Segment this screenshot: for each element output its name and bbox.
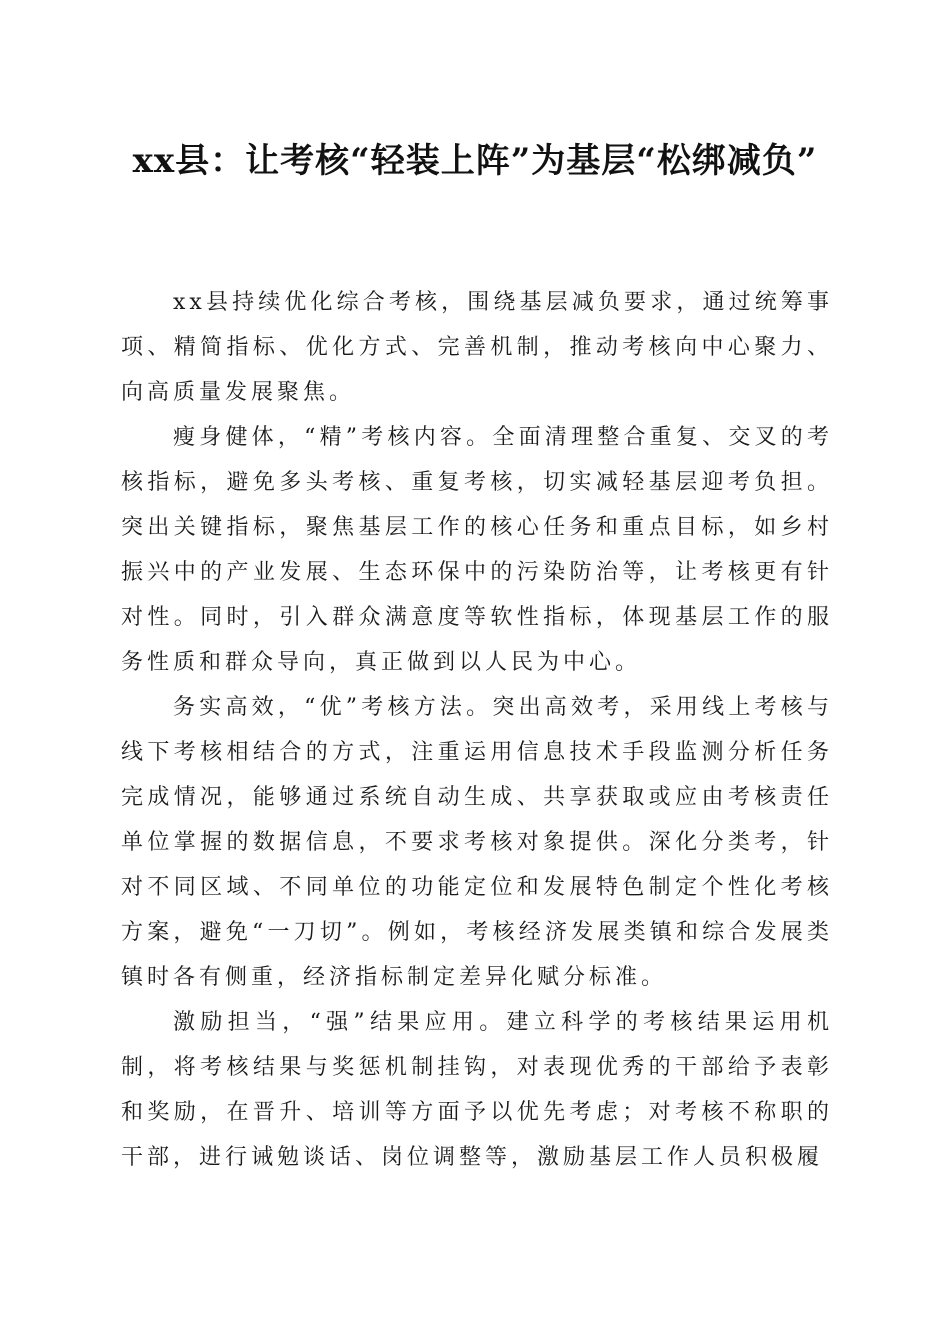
paragraph-results: 激励担当，“强”结果应用。建立科学的考核结果运用机制，将考核结果与奖惩机制挂钩，对表现优秀的干部给予表彰和奖励，在晋升、培训等方面予以优先考虑；对考核不称职的干部，进行诫勉谈话、岗位调整等，激励基层工作人员积极履 xyxy=(121,1010,833,1170)
document-body xyxy=(121,280,833,1180)
paragraph-method: 务实高效，“优”考核方法。突出高效考，采用线上考核与线下考核相结合的方式，注重运用信息技术手段监测分析任务完成情况，能够通过系统自动生成、共享获取或应由考核责任单位掌握的数据信息，不要求考核对象提供。深化分类考，针对不同区域、不同单位的功能定位和发展特色制定个性化考核方案，避免“一刀切”。例如，考核经济发展类镇和综合发展类镇时各有侧重，经济指标制定差异化赋分标准。 xyxy=(121,695,833,990)
paragraph-intro: xx县持续优化综合考核，围绕基层减负要求，通过统筹事项、精简指标、优化方式、完善机制，推动考核向中心聚力、向高质量发展聚焦。 xyxy=(121,290,833,405)
paragraph-content: 瘦身健体，“精”考核内容。全面清理整合重复、交叉的考核指标，避免多头考核、重复考核，切实减轻基层迎考负担。突出关键指标，聚焦基层工作的核心任务和重点目标，如乡村振兴中的产业发展、生态环保中的污染防治等，让考核更有针对性。同时，引入群众满意度等软性指标，体现基层工作的服务性质和群众导向，真正做到以人民为中心。 xyxy=(121,425,833,675)
document-title: xx县：让考核“轻装上阵”为基层“松绑减负” xyxy=(132,141,818,181)
